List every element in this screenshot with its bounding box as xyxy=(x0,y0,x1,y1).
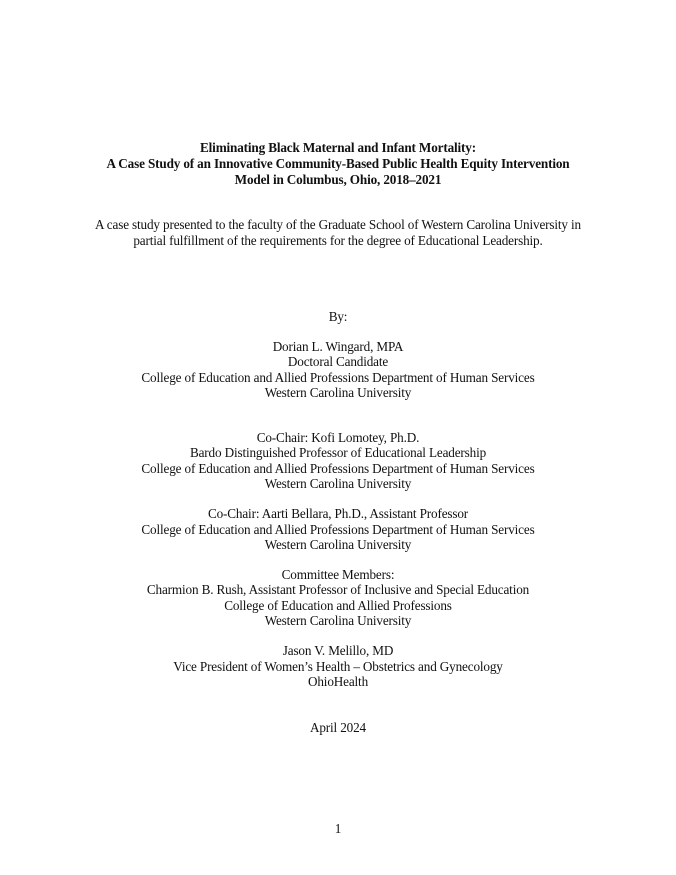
committee-member-2-title: Vice President of Women’s Health – Obstetrics and Gynecology xyxy=(173,659,503,674)
co-chair-2-name: Co-Chair: Aarti Bellara, Ph.D., Assistant Professor xyxy=(207,506,469,521)
title-line-1: Eliminating Black Maternal and Infant Mortality: xyxy=(200,140,476,155)
committee-member-2-name: Jason V. Melillo, MD xyxy=(282,643,394,658)
by-label: By: xyxy=(328,309,348,324)
co-chair-1-university: Western Carolina University xyxy=(264,476,412,491)
committee-label: Committee Members: xyxy=(281,567,395,582)
title-line-3: Model in Columbus, Ohio, 2018–2021 xyxy=(234,172,442,187)
statement-line-1: A case study presented to the faculty of the Graduate School of Western Carolina University in xyxy=(95,217,581,232)
date: April 2024 xyxy=(309,720,366,735)
statement-line-2: partial fulfillment of the requirements for the degree of Educational Leadership. xyxy=(133,233,543,248)
committee-member-1-department: College of Education and Allied Professions xyxy=(224,598,452,613)
co-chair-2-university: Western Carolina University xyxy=(264,537,412,552)
author-university: Western Carolina University xyxy=(264,385,412,400)
committee-member-1-name: Charmion B. Rush, Assistant Professor of Inclusive and Special Education xyxy=(146,582,530,597)
co-chair-2-department: College of Education and Allied Professions Department of Human Services xyxy=(141,522,535,537)
co-chair-1-department: College of Education and Allied Professions Department of Human Services xyxy=(141,461,535,476)
committee-member-2-org: OhioHealth xyxy=(307,674,369,689)
co-chair-1-name: Co-Chair: Kofi Lomotey, Ph.D. xyxy=(256,430,420,445)
title-line-2: A Case Study of an Innovative Community-Based Public Health Equity Intervention xyxy=(106,156,570,171)
author-name: Dorian L. Wingard, MPA xyxy=(272,339,404,354)
page-number: 1 xyxy=(334,821,342,836)
author-department: College of Education and Allied Professions Department of Human Services xyxy=(141,370,535,385)
committee-member-1-university: Western Carolina University xyxy=(264,613,412,628)
author-role: Doctoral Candidate xyxy=(287,354,389,369)
co-chair-1-title: Bardo Distinguished Professor of Educational Leadership xyxy=(189,445,487,460)
